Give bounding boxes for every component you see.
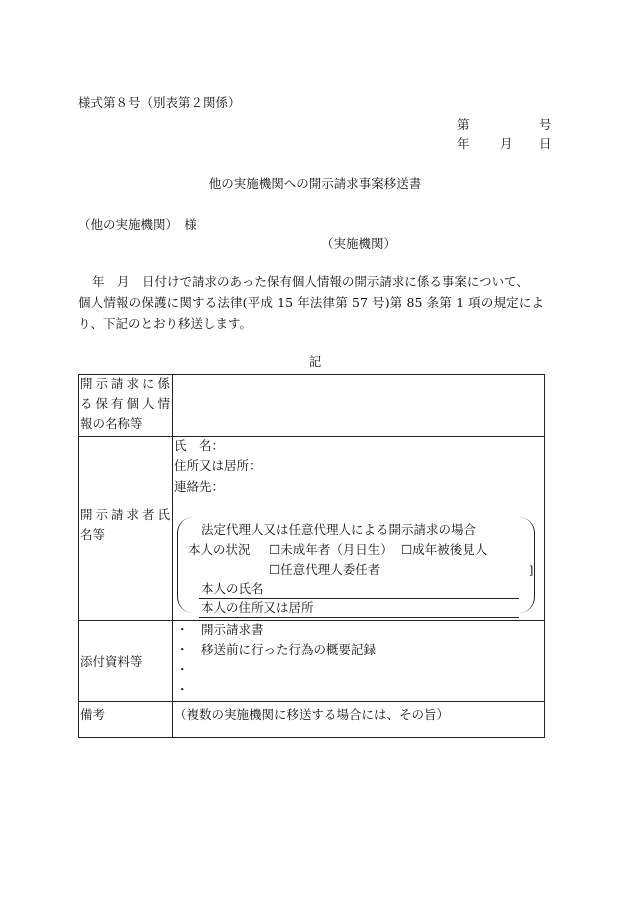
bracket-mark: ] [529,564,534,577]
checkbox-appointed-principal[interactable]: ☐任意代理人委任者 [269,562,381,577]
row-label-info-name [79,375,173,437]
date-month: 月 [500,136,513,151]
row-label-info-name-line3: 報の名称等 [80,416,143,431]
row-label-info-name-line2: る保有個人情 [80,396,170,411]
row-label-info-name-line1: 開示請求に係 [80,376,170,391]
checkbox-adult-guardian[interactable]: ☐成年被後見人 [401,542,488,557]
requester-contact-label: 連絡先： [174,479,225,494]
row-value-info-name [173,375,545,437]
transfer-details-table [78,374,545,738]
sender-agency: （実施機関） [321,236,397,251]
ki-heading: 記 [308,354,322,369]
row-value-remarks [173,702,545,738]
table-row-remarks [79,702,545,738]
attachment-item: ・ 開示請求書 [176,622,264,637]
legal-representative-title: 法定代理人又は任意代理人による開示請求の場合 [201,522,477,537]
document-title: 他の実施機関への開示請求事案移送書 [208,176,422,191]
attachment-item: ・ 移送前に行った行為の概要記録 [176,642,377,657]
addressee: （他の実施機関） 様 [78,217,197,232]
body-line-3: り、下記のとおり移送します。 [78,316,253,331]
principal-address-underline [199,617,519,618]
date-year: 年 [457,136,470,151]
attachment-item: ・ [176,662,189,677]
body-line-2 [78,297,544,310]
document-number-prefix: 第 [457,117,470,132]
row-label-remarks-text: 備考 [80,707,106,722]
attachment-item: ・ [176,682,189,697]
checkbox-minor[interactable]: ☐未成年者（月日生） [269,542,393,557]
table-row-requester [79,437,545,621]
row-label-attachments-text: 添付資料等 [80,654,143,669]
requester-address-label: 住所又は居所： [174,458,262,473]
table-row-attachments [79,621,545,702]
row-value-attachments [173,621,545,702]
principal-status-label: 本人の状況 [188,542,251,557]
principal-name-label: 本人の氏名 [201,581,264,596]
form-number: 様式第８号（別表第２関係） [78,95,241,110]
date-day: 日 [539,136,552,151]
body-line-2-text: 個人情報の保護に関する法律(平成 15 年法律第 57 号)第 85 条第 1 項の規定によ [78,295,544,310]
document-number-suffix: 号 [539,117,552,132]
requester-name-label: 氏 名： [174,438,225,453]
row-label-requester-line1: 開示請求者氏 [80,506,170,522]
table-row-info-name [79,375,545,437]
principal-name-underline [199,598,519,599]
row-label-remarks [79,702,173,738]
body-line-1: 年 月 日付けで請求のあった保有個人情報の開示請求に係る事案について、 [92,274,529,289]
remarks-text: （複数の実施機関に移送する場合には、その旨） [174,707,450,722]
row-label-attachments [79,621,173,702]
principal-address-label: 本人の住所又は居所 [201,600,314,615]
row-label-requester-line2: 名等 [80,526,106,542]
row-value-requester [173,437,545,621]
row-label-requester [79,437,173,621]
